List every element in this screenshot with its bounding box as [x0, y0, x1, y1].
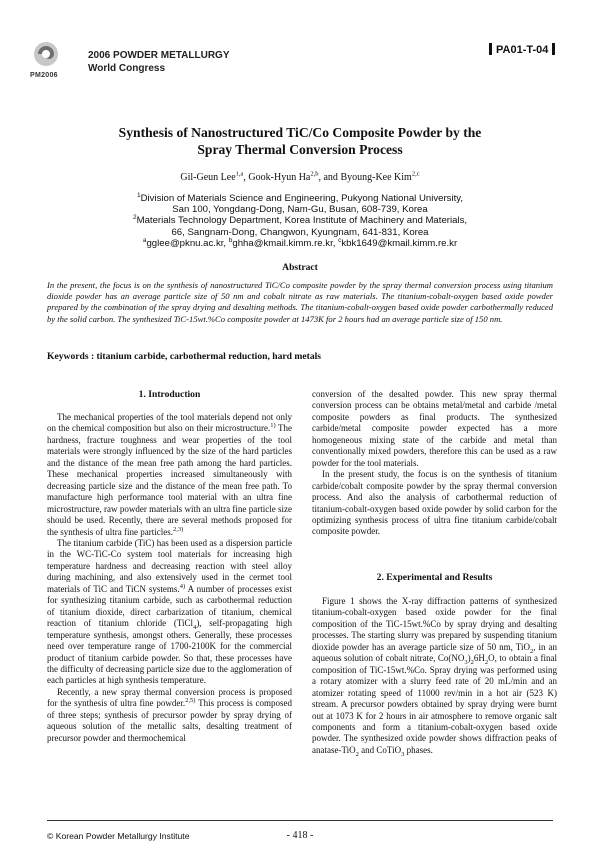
paragraph: Recently, a new spray thermal conversion process is proposed for the synthesis of ultra fine powder.$^{2,5)}$ This process is composed of three steps; synthesis of precursor powder by spray drying of aqueous solution of the metallic salts, desalting treatment of precursor powder and thermochemical: [47, 686, 293, 743]
footer-rule: [47, 820, 553, 821]
paragraph: In the present study, the focus is on the synthesis of titanium carbide/cobalt composite powder by the spray thermal conversion process. And also the analysis of carbothermal reduction of titanium-cobalt-oxygen based oxide powder by solid carbon for the optimizing synthesis process of ultra fine titanium carbide/cobalt composite powder.: [312, 469, 557, 537]
left-column: [47, 412, 292, 744]
paper-code: PA01-T-04: [485, 43, 559, 56]
section-heading-experimental: 2. Experimental and Results: [376, 572, 493, 583]
section-heading-introduction: 1. Introduction: [138, 389, 201, 400]
keywords: Keywords : titanium carbide, carbothermal reduction, hard metals: [47, 351, 322, 362]
abstract-text: In the present, the focus is on the synthesis of nanostructured TiC/Co composite powder by the spray thermal conversion process using titanium dioxide powder has an average particle size of 50 nm and cobalt nitrate as raw materials. The titanium-cobalt-oxygen based oxide powder prepared by the combination of the spray drying and desalting methods. The titanium-cobalt-oxygen based oxide powder carbothermally reduced by the solid carbon. The synthesized TiC-15wt.%Co composite powder at 1473K for 2 hours had an average particle size of 150 nm.: [47, 280, 553, 324]
paragraph: The titanium carbide (TiC) has been used as a dispersion particle in the WC-TiC-Co system tool materials for increasing high temperature hardness and decreasing reaction with steel alloy during machining, and also extensively used in the cermet tool materials of TiC and TiCN systems.$^{4)}$ A number of processes exist for synthesizing titanium carbide, such as carbothermal reduction of titanium dioxide, direct carbarization of titanium, chemical reaction of titanium chloride (TiCl$_4$), self-propagating high temperature synthesis, amongst others. Generally, these processes need over temperature range of 1700-2100K for the commercial product of titanium carbide powder. So that, these processes have the difficulty of decreasing particle size due to the agglomeration of each particles at high synthesis temperature.: [47, 537, 292, 686]
paragraph: conversion of the desalted powder. This new spray thermal conversion process can be obtains metal/metal and carbide /metal composite powders as final products. The synthesized carbide/metal composite powder expected has a more homogeneous mixing state of the carbide and metal than conventionally mixed powders, therefore this can be used as a raw powder for the tool materials.: [312, 389, 557, 468]
logo-text: PM2006: [30, 72, 58, 79]
paragraph: The mechanical properties of the tool materials depend not only on the chemical composition but also on their microstructure.$^{1)}$ The hardness, fracture toughness and wear properties of the tool materials were strongly influenced by the size of the hard particles and the distance of the mean free path among the hard particles. These mechanical properties increased simultaneously with decreasing particle size and the distance of the mean free path. To manufacture high performance tool material with an ultra fine microstructure, raw powder materials with an ultra fine particle size should be used. Recently, there are several methods proposed for the synthesis of ultra fine particles.$^{2,3)}$: [47, 412, 292, 537]
right-column-section2: [312, 596, 557, 756]
copyright: © Korean Powder Metallurgy Institute: [47, 831, 190, 841]
conference-name: 2006 POWDER METALLURGY World Congress: [88, 50, 230, 74]
affiliations: $^1$Division of Materials Science and Engineering, Pukyong National University, San 100, Yongdang-Dong, Nam-Gu, Busan, 608-739, Korea $^2$Materials Technology Department, Korea Institute of Machinery and Materials, 66, Sangnam-Dong, Changwon, Kyungnam, 641-831, Korea $^a$gglee@pknu.ac.kr, $^b$ghha@kmail.kimm.re.kr, $^c$kbk1649@kmail.kimm.re.kr: [60, 193, 540, 249]
page-number: - 418 -: [286, 830, 314, 841]
right-column: [312, 389, 557, 538]
paper-title: Synthesis of Nanostructured TiC/Co Composite Powder by the Spray Thermal Conversion Process: [118, 125, 482, 157]
author-list: Gil-Geun Lee$^{1,a}$, Gook-Hyun Ha$^{2,b}$, and Byoung-Kee Kim$^{2,c}$: [180, 170, 420, 183]
paragraph: Figure 1 shows the X-ray diffraction patterns of synthesized titanium-cobalt-oxygen based oxide powder for the final composition of the TiC-15wt.%Co by spray drying and desalting processes. The starting slurry was prepared by suspending titanium dioxide powder has an average particle size of 50 nm, TiO$_2$, in an aqueous solution of cobalt nitrate, $Co(NO_3)_26H_2O$, to obtain a final composition of TiC-15wt.%Co. Spray drying was performed using a rotary atomizer with a slurry feed rate of 20 mL/min and an atomizer rotating speed of 11000 rev/min in a hot air (523 K) stream. A precursor powders obtained by spray drying were burnt out at 1073 K for 2 hours in air atmosphere to remove organic salt components and form a titanium-cobalt-oxygen based oxide powder. The synthesized oxide powder shows diffraction peaks of anatase-TiO$_2$ and CoTiO$_3$ phases.: [312, 596, 557, 758]
email-list: $^a$gglee@pknu.ac.kr, $^b$ghha@kmail.kimm.re.kr, $^c$kbk1649@kmail.kimm.re.kr: [142, 236, 458, 249]
abstract-heading: Abstract: [282, 262, 318, 273]
